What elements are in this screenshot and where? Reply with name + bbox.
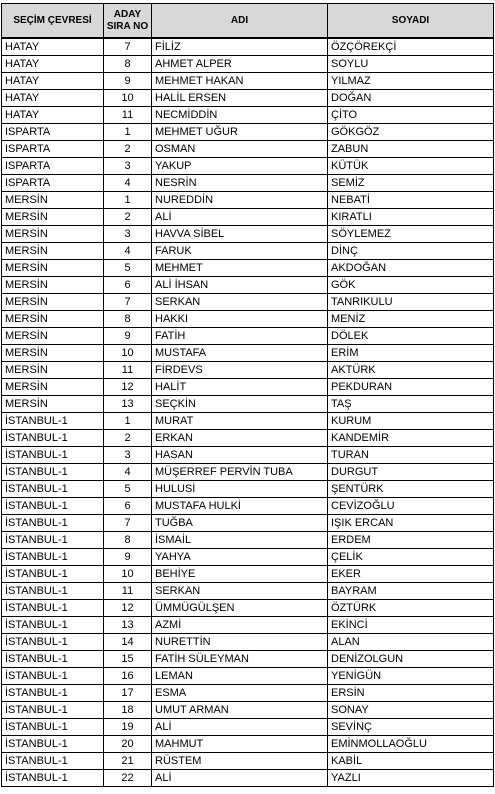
cell-surname: KIRATLI xyxy=(328,209,494,226)
cell-surname: NEBATİ xyxy=(328,192,494,209)
cell-surname: TAŞ xyxy=(328,396,494,413)
cell-candidate-order: 10 xyxy=(104,345,152,362)
cell-candidate-order: 20 xyxy=(104,736,152,753)
table-row xyxy=(2,379,494,396)
cell-first-name: TUĞBA xyxy=(152,515,328,532)
cell-surname: BAYRAM xyxy=(328,583,494,600)
cell-candidate-order: 2 xyxy=(104,209,152,226)
cell-surname: SOYLU xyxy=(328,56,494,73)
cell-first-name: FARUK xyxy=(152,243,328,260)
cell-candidate-order: 3 xyxy=(104,226,152,243)
table-row xyxy=(2,549,494,566)
cell-candidate-order: 9 xyxy=(104,549,152,566)
table-row xyxy=(2,362,494,379)
table-row xyxy=(2,175,494,192)
cell-electoral-district: İSTANBUL-1 xyxy=(2,549,104,566)
cell-candidate-order: 14 xyxy=(104,634,152,651)
cell-surname: TURAN xyxy=(328,447,494,464)
table-row xyxy=(2,685,494,702)
cell-electoral-district: MERSİN xyxy=(2,192,104,209)
cell-candidate-order: 11 xyxy=(104,362,152,379)
cell-surname: MENİZ xyxy=(328,311,494,328)
cell-surname: KANDEMİR xyxy=(328,430,494,447)
cell-first-name: MEHMET xyxy=(152,260,328,277)
cell-electoral-district: İSTANBUL-1 xyxy=(2,413,104,430)
cell-electoral-district: İSTANBUL-1 xyxy=(2,481,104,498)
cell-first-name: FATİH xyxy=(152,328,328,345)
cell-first-name: NURETTİN xyxy=(152,634,328,651)
cell-surname: ÖZÇÖREKÇİ xyxy=(328,38,494,56)
cell-electoral-district: İSTANBUL-1 xyxy=(2,736,104,753)
table-row xyxy=(2,702,494,719)
table-row xyxy=(2,73,494,90)
cell-candidate-order: 13 xyxy=(104,396,152,413)
table-row xyxy=(2,396,494,413)
cell-candidate-order: 3 xyxy=(104,158,152,175)
cell-first-name: YAHYA xyxy=(152,549,328,566)
cell-candidate-order: 7 xyxy=(104,515,152,532)
cell-first-name: YAKUP xyxy=(152,158,328,175)
cell-candidate-order: 16 xyxy=(104,668,152,685)
cell-surname: IŞIK ERCAN xyxy=(328,515,494,532)
table-row xyxy=(2,294,494,311)
cell-candidate-order: 12 xyxy=(104,379,152,396)
cell-surname: ALAN xyxy=(328,634,494,651)
cell-first-name: UMUT ARMAN xyxy=(152,702,328,719)
cell-electoral-district: MERSİN xyxy=(2,277,104,294)
table-row xyxy=(2,532,494,549)
cell-candidate-order: 11 xyxy=(104,583,152,600)
cell-surname: ŞENTÜRK xyxy=(328,481,494,498)
cell-first-name: LEMAN xyxy=(152,668,328,685)
table-row xyxy=(2,583,494,600)
cell-first-name: ERKAN xyxy=(152,430,328,447)
cell-surname: ÇİTO xyxy=(328,107,494,124)
table-row xyxy=(2,634,494,651)
cell-first-name: FİLİZ xyxy=(152,38,328,56)
cell-first-name: AZMİ xyxy=(152,617,328,634)
cell-surname: DİNÇ xyxy=(328,243,494,260)
cell-candidate-order: 15 xyxy=(104,651,152,668)
cell-first-name: NECMİDDİN xyxy=(152,107,328,124)
cell-electoral-district: MERSİN xyxy=(2,226,104,243)
cell-electoral-district: İSTANBUL-1 xyxy=(2,447,104,464)
cell-candidate-order: 3 xyxy=(104,447,152,464)
cell-surname: YAZLI xyxy=(328,770,494,787)
cell-surname: ÖZTÜRK xyxy=(328,600,494,617)
cell-surname: ERDEM xyxy=(328,532,494,549)
cell-electoral-district: ISPARTA xyxy=(2,175,104,192)
cell-candidate-order: 8 xyxy=(104,311,152,328)
table-row xyxy=(2,56,494,73)
cell-surname: SEMİZ xyxy=(328,175,494,192)
cell-first-name: SEÇKİN xyxy=(152,396,328,413)
cell-candidate-order: 8 xyxy=(104,532,152,549)
table-row xyxy=(2,311,494,328)
header-surname: SOYADI xyxy=(328,4,494,39)
table-row xyxy=(2,668,494,685)
cell-surname: EKİNCİ xyxy=(328,617,494,634)
cell-first-name: MUSTAFA HULKİ xyxy=(152,498,328,515)
table-row xyxy=(2,243,494,260)
cell-electoral-district: MERSİN xyxy=(2,294,104,311)
cell-electoral-district: İSTANBUL-1 xyxy=(2,532,104,549)
cell-surname: DURGUT xyxy=(328,464,494,481)
cell-candidate-order: 22 xyxy=(104,770,152,787)
cell-surname: DENİZOLGUN xyxy=(328,651,494,668)
cell-electoral-district: İSTANBUL-1 xyxy=(2,600,104,617)
cell-electoral-district: İSTANBUL-1 xyxy=(2,702,104,719)
cell-electoral-district: MERSİN xyxy=(2,243,104,260)
cell-electoral-district: İSTANBUL-1 xyxy=(2,753,104,770)
cell-first-name: HALİL ERSEN xyxy=(152,90,328,107)
cell-electoral-district: MERSİN xyxy=(2,379,104,396)
candidate-table xyxy=(1,3,494,787)
cell-candidate-order: 4 xyxy=(104,175,152,192)
cell-candidate-order: 4 xyxy=(104,464,152,481)
cell-first-name: HAKKI xyxy=(152,311,328,328)
cell-candidate-order: 9 xyxy=(104,73,152,90)
cell-surname: SÖYLEMEZ xyxy=(328,226,494,243)
cell-surname: ZABUN xyxy=(328,141,494,158)
cell-surname: CEVİZOĞLU xyxy=(328,498,494,515)
cell-electoral-district: İSTANBUL-1 xyxy=(2,617,104,634)
cell-surname: AKDOĞAN xyxy=(328,260,494,277)
cell-first-name: SERKAN xyxy=(152,583,328,600)
cell-first-name: HULUSİ xyxy=(152,481,328,498)
cell-first-name: NESRİN xyxy=(152,175,328,192)
table-row xyxy=(2,124,494,141)
cell-surname: ÇELİK xyxy=(328,549,494,566)
cell-electoral-district: İSTANBUL-1 xyxy=(2,719,104,736)
cell-first-name: OSMAN xyxy=(152,141,328,158)
cell-candidate-order: 4 xyxy=(104,243,152,260)
cell-electoral-district: HATAY xyxy=(2,56,104,73)
cell-electoral-district: İSTANBUL-1 xyxy=(2,583,104,600)
cell-electoral-district: İSTANBUL-1 xyxy=(2,566,104,583)
table-row xyxy=(2,107,494,124)
cell-candidate-order: 17 xyxy=(104,685,152,702)
cell-first-name: MÜŞERREF PERVİN TUBA xyxy=(152,464,328,481)
table-row xyxy=(2,226,494,243)
cell-surname: KABİL xyxy=(328,753,494,770)
cell-electoral-district: İSTANBUL-1 xyxy=(2,464,104,481)
cell-surname: KÜTÜK xyxy=(328,158,494,175)
cell-candidate-order: 7 xyxy=(104,294,152,311)
cell-first-name: HASAN xyxy=(152,447,328,464)
cell-electoral-district: İSTANBUL-1 xyxy=(2,430,104,447)
cell-surname: YENİGÜN xyxy=(328,668,494,685)
table-row xyxy=(2,158,494,175)
cell-first-name: İSMAİL xyxy=(152,532,328,549)
cell-candidate-order: 1 xyxy=(104,413,152,430)
cell-surname: ERİM xyxy=(328,345,494,362)
table-row xyxy=(2,38,494,56)
cell-first-name: MUSTAFA xyxy=(152,345,328,362)
cell-candidate-order: 9 xyxy=(104,328,152,345)
cell-electoral-district: ISPARTA xyxy=(2,141,104,158)
cell-electoral-district: İSTANBUL-1 xyxy=(2,668,104,685)
cell-electoral-district: HATAY xyxy=(2,107,104,124)
cell-surname: DOĞAN xyxy=(328,90,494,107)
cell-surname: GÖK xyxy=(328,277,494,294)
table-row xyxy=(2,413,494,430)
table-row xyxy=(2,753,494,770)
cell-surname: DÖLEK xyxy=(328,328,494,345)
cell-first-name: BEHİYE xyxy=(152,566,328,583)
cell-first-name: FİRDEVS xyxy=(152,362,328,379)
cell-electoral-district: MERSİN xyxy=(2,396,104,413)
cell-first-name: ÜMMÜGÜLŞEN xyxy=(152,600,328,617)
table-body xyxy=(2,38,494,787)
cell-candidate-order: 6 xyxy=(104,277,152,294)
table-row xyxy=(2,770,494,787)
table-row xyxy=(2,481,494,498)
cell-surname: AKTÜRK xyxy=(328,362,494,379)
cell-surname: SEVİNÇ xyxy=(328,719,494,736)
cell-electoral-district: HATAY xyxy=(2,90,104,107)
header-candidate-order xyxy=(104,4,152,39)
table-row xyxy=(2,464,494,481)
cell-candidate-order: 11 xyxy=(104,107,152,124)
header-electoral-district: SEÇİM ÇEVRESİ xyxy=(2,4,104,39)
cell-first-name: AHMET ALPER xyxy=(152,56,328,73)
table-row xyxy=(2,566,494,583)
table-row xyxy=(2,617,494,634)
cell-candidate-order: 8 xyxy=(104,56,152,73)
table-row xyxy=(2,345,494,362)
cell-electoral-district: İSTANBUL-1 xyxy=(2,634,104,651)
table-row xyxy=(2,209,494,226)
cell-first-name: ALİ xyxy=(152,770,328,787)
cell-first-name: ALİ xyxy=(152,209,328,226)
cell-electoral-district: MERSİN xyxy=(2,311,104,328)
cell-candidate-order: 1 xyxy=(104,124,152,141)
cell-electoral-district: HATAY xyxy=(2,38,104,56)
cell-electoral-district: MERSİN xyxy=(2,345,104,362)
cell-electoral-district: İSTANBUL-1 xyxy=(2,498,104,515)
cell-candidate-order: 21 xyxy=(104,753,152,770)
cell-candidate-order: 1 xyxy=(104,192,152,209)
cell-first-name: MEHMET HAKAN xyxy=(152,73,328,90)
cell-first-name: NUREDDİN xyxy=(152,192,328,209)
table-row xyxy=(2,651,494,668)
table-row xyxy=(2,141,494,158)
table-row xyxy=(2,498,494,515)
cell-electoral-district: İSTANBUL-1 xyxy=(2,515,104,532)
table-header-row xyxy=(2,4,494,39)
table-row xyxy=(2,719,494,736)
table-row xyxy=(2,328,494,345)
table-row xyxy=(2,515,494,532)
cell-electoral-district: İSTANBUL-1 xyxy=(2,770,104,787)
cell-candidate-order: 10 xyxy=(104,566,152,583)
cell-surname: GÖKGÖZ xyxy=(328,124,494,141)
cell-electoral-district: MERSİN xyxy=(2,328,104,345)
cell-surname: TANRIKULU xyxy=(328,294,494,311)
table-row xyxy=(2,277,494,294)
cell-surname: KURUM xyxy=(328,413,494,430)
cell-candidate-order: 5 xyxy=(104,260,152,277)
cell-surname: SONAY xyxy=(328,702,494,719)
cell-electoral-district: MERSİN xyxy=(2,209,104,226)
cell-first-name: MURAT xyxy=(152,413,328,430)
cell-candidate-order: 12 xyxy=(104,600,152,617)
cell-candidate-order: 2 xyxy=(104,430,152,447)
cell-surname: ERSİN xyxy=(328,685,494,702)
header-first-name: ADI xyxy=(152,4,328,39)
cell-candidate-order: 13 xyxy=(104,617,152,634)
cell-electoral-district: ISPARTA xyxy=(2,124,104,141)
cell-candidate-order: 7 xyxy=(104,38,152,56)
table-row xyxy=(2,600,494,617)
table-row xyxy=(2,447,494,464)
table-row xyxy=(2,90,494,107)
cell-electoral-district: HATAY xyxy=(2,73,104,90)
cell-first-name: MAHMUT xyxy=(152,736,328,753)
cell-candidate-order: 18 xyxy=(104,702,152,719)
cell-surname: EKER xyxy=(328,566,494,583)
cell-electoral-district: MERSİN xyxy=(2,260,104,277)
header-candidate-order-line1: ADAY xyxy=(113,8,142,20)
cell-first-name: FATİH SÜLEYMAN xyxy=(152,651,328,668)
cell-first-name: HAVVA SİBEL xyxy=(152,226,328,243)
cell-candidate-order: 5 xyxy=(104,481,152,498)
cell-surname: YILMAZ xyxy=(328,73,494,90)
cell-first-name: ESMA xyxy=(152,685,328,702)
cell-first-name: MEHMET UĞUR xyxy=(152,124,328,141)
cell-first-name: SERKAN xyxy=(152,294,328,311)
cell-candidate-order: 2 xyxy=(104,141,152,158)
cell-electoral-district: İSTANBUL-1 xyxy=(2,651,104,668)
table-row xyxy=(2,192,494,209)
cell-candidate-order: 6 xyxy=(104,498,152,515)
table-row xyxy=(2,260,494,277)
cell-surname: EMİNMOLLAOĞLU xyxy=(328,736,494,753)
cell-first-name: ALİ xyxy=(152,719,328,736)
cell-first-name: ALİ İHSAN xyxy=(152,277,328,294)
cell-electoral-district: ISPARTA xyxy=(2,158,104,175)
table-row xyxy=(2,736,494,753)
cell-candidate-order: 19 xyxy=(104,719,152,736)
cell-electoral-district: MERSİN xyxy=(2,362,104,379)
header-candidate-order-line2: SIRA NO xyxy=(106,20,149,32)
cell-surname: PEKDURAN xyxy=(328,379,494,396)
table-row xyxy=(2,430,494,447)
cell-first-name: HALİT xyxy=(152,379,328,396)
cell-candidate-order: 10 xyxy=(104,90,152,107)
cell-electoral-district: İSTANBUL-1 xyxy=(2,685,104,702)
cell-first-name: RÜSTEM xyxy=(152,753,328,770)
